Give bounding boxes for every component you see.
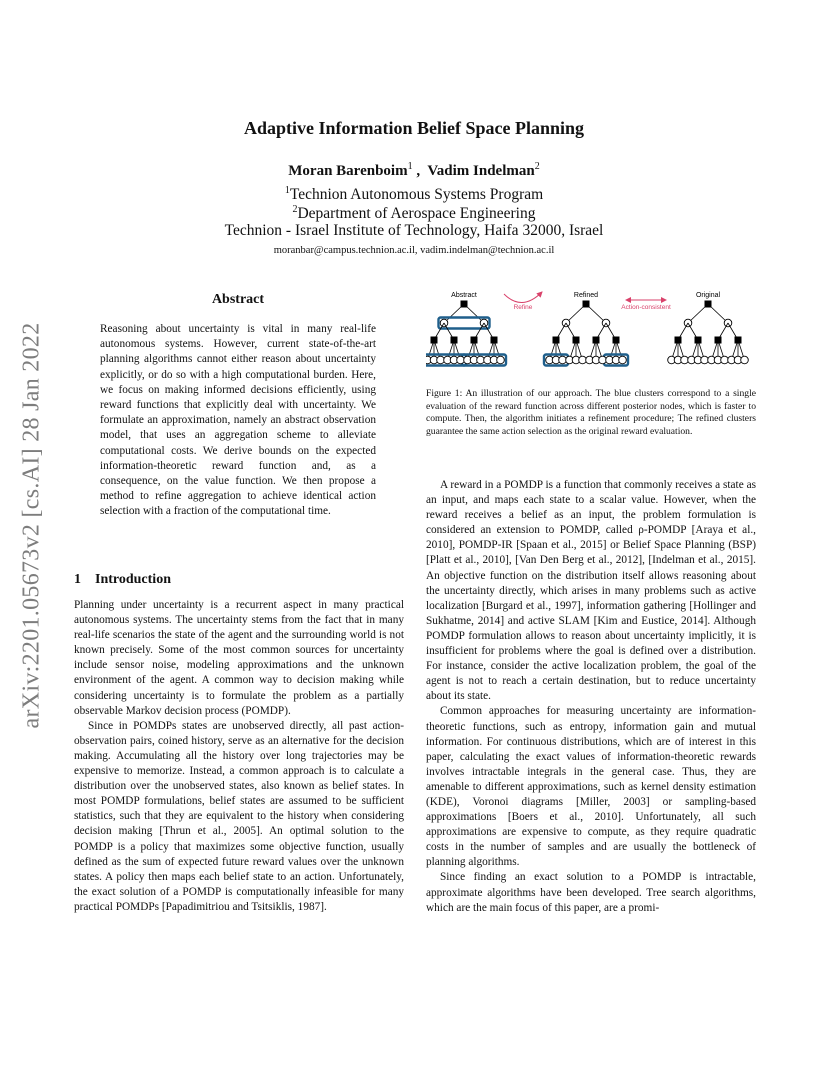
author-name: Moran Barenboim: [288, 163, 408, 179]
observation-node: [457, 356, 465, 364]
observation-node: [701, 356, 709, 364]
arxiv-id: arXiv:2201.05673v2 [cs.AI] 28 Jan 2022: [18, 321, 45, 729]
author-list: Moran Barenboim$^1$ , Vadim Indelman$^2$: [288, 161, 540, 179]
figure-caption: Figure 1: An illustration of our approach. The blue clusters correspond to a single evaluation of the reward function across different posterior nodes, which is faster to compute. Then, the algorithm initiates a refinement procedure; The refined clusters guarantee the same action selection as the original reward evaluation.: [426, 388, 756, 437]
arxiv-stamp: [14, 290, 50, 760]
approach-illustration: [426, 288, 756, 383]
author-sup: 1: [407, 161, 413, 172]
observation-node: [681, 356, 689, 364]
observation-node: [721, 356, 729, 364]
label-refined: Refined: [573, 292, 599, 299]
label-action-consistent: Action-consistent: [621, 304, 671, 311]
label-original: Original: [695, 292, 721, 299]
observation-node: [437, 356, 445, 364]
author-sup: 2: [534, 161, 540, 172]
paragraph: Common approaches for measuring uncertainty are information-theoretic functions, such as entropy, information gain and mutual information. For continuous distributions, which are of interest in this paper, calculating the exact values of information-theoretic rewards involves intractable integrals in the general case. Thus, they are amenable to different approximations, such as kernel density estimation (KDE), Voronoi diagrams [Miller, 2003] or sampling-based approximations [Boers et al., 2010]. Unfortunately, all such approximations are expensive to compute, as they require quadratic costs in the number of samples and are usually the bottleneck of planning algorithms.: [426, 705, 756, 869]
section-title: Introduction: [95, 572, 171, 587]
figure-1: [426, 288, 756, 383]
paragraph: Since in POMDPs states are unobserved directly, all past action-observation pairs, coined history, serve as an alternative for the decision making. Accumulating all the history over long trajectories may be expensive to memorize. Instead, a common approach is to calculate a distribution over the unobserved states, also known as belief states. In most POMDP formulations, belief states are assumed to be sufficient statistics, such that they are equivalent to the history when considering decision making [Thrun et al., 2005]. An optimal solution to the POMDP is a policy that maximizes some objective function, usually defined as the sum of expected future reward values over the unknown states. A policy then maps each belief state to an action. Unfortunately, the exact solution of a POMDP is computationally infeasible for many practical POMDPs [Papadimitriou and Tsitsiklis, 1987].: [74, 719, 404, 913]
paragraph: Planning under uncertainty is a recurrent aspect in many practical autonomous systems. The uncertainty stems from the fact that in many real-life scenarios the state of the agent and the surrounding world is not known precisely. Some of the most common sources for uncertainty include sensor noise, modeling approximations and the unknown environment of the agent. A common way to decision making while considering uncertainty is to formulate the problem as a partially observable Markov decision process (POMDP).: [74, 599, 404, 717]
paragraph: A reward in a POMDP is a function that commonly receives a state as an input, and maps each state to a scalar value. However, when the reward receives a belief as an input, the problem formulation is considered an extension to POMDP, called ρ-POMDP [Araya et al., 2010], POMDP-IR [Spaan et al., 2015] or Belief Space Planning (BSP) [Platt et al., 2010], [Van Den Berg et al., 2012], [Indelman et al., 2015]. An objective function on the distribution itself allows reasoning about the uncertainty directly, which arises in many problems such as active localization [Burgard et al., 1997], information gathering [Hollinger and Sukhatme, 2014] and active SLAM [Kim and Eustice, 2014]. Although POMDP formulation allows to reason about uncertainty implicitly, it is insufficient for problems where the goal is defined over a distribution. For instance, consider the active localization problem, the goal of the agent is not to reach a certain destination, but to reduce uncertainty about its state.: [426, 479, 756, 703]
affiliation-3: Technion - Israel Institute of Technology, Haifa 32000, Israel: [224, 222, 604, 239]
observation-node: [579, 356, 587, 364]
observation-node: [619, 356, 627, 364]
section-heading: [74, 572, 171, 588]
section-number: 1: [74, 572, 81, 587]
refine-arrow: [504, 292, 542, 303]
abstract-body: Reasoning about uncertainty is vital in many real-life autonomous systems. However, current state-of-the-art planning algorithms cannot either reason about uncertainty explicitly, or do so with a high computational burden. Here, we focus on making informed decisions efficiently, using reward functions that explicitly deal with uncertainty. We formulate an approximation, namely an abstract observation model, that uses an aggregation scheme to alleviate computational costs. We derive bounds on the expected information-theoretic reward function and, as a consequence, on the value function. We then propose a method to refine aggregation to achieve identical action selection with a fraction of the computational time.: [100, 323, 376, 518]
observation-node: [497, 356, 505, 364]
tree-group: [426, 301, 748, 366]
author-emails: moranbar@campus.technion.ac.il, vadim.indelman@technion.ac.il: [273, 245, 555, 256]
affiliation-2: $^2$Department of Aerospace Engineering: [292, 204, 536, 223]
abstract-heading: Abstract: [211, 292, 265, 307]
left-column: [74, 598, 404, 915]
label-refine: Refine: [513, 304, 533, 311]
observation-node: [477, 356, 485, 364]
right-column: [426, 478, 756, 916]
affiliation-1: $^1$Technion Autonomous Systems Program: [284, 185, 544, 204]
author-name: Vadim Indelman: [427, 163, 535, 179]
observation-node: [559, 356, 567, 364]
label-abstract: Abstract: [451, 292, 477, 299]
observation-node: [741, 356, 749, 364]
paper-title: Adaptive Information Belief Space Planning: [243, 118, 584, 138]
observation-node: [599, 356, 607, 364]
paragraph: Since finding an exact solution to a POMDP is intractable, approximate algorithms have been developed. Tree search algorithms, which are the main focus of this paper, are a promi-: [426, 871, 756, 914]
